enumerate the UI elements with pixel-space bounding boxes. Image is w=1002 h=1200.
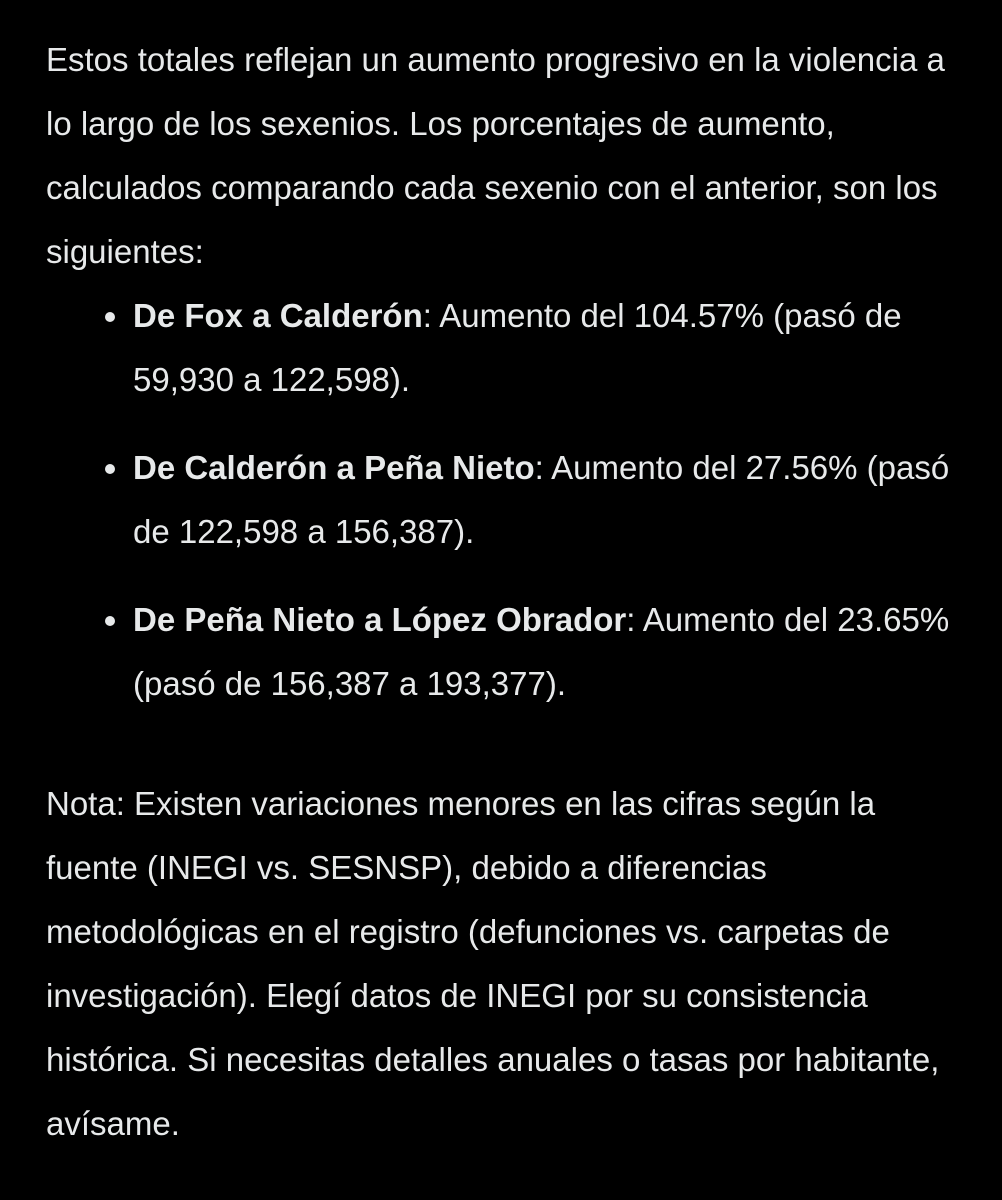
- item-colon: :: [626, 601, 636, 638]
- increase-list: [46, 284, 966, 716]
- item-colon: :: [534, 449, 544, 486]
- list-item: [133, 436, 966, 564]
- item-text: Aumento del 104.57% (pasó de 59,930 a 122,598).: [133, 297, 902, 398]
- response-text: [46, 28, 966, 1156]
- note-paragraph: Nota: Existen variaciones menores en las cifras según la fuente (INEGI vs. SESNSP), debido a diferencias metodológicas en el registro (defunciones vs. carpetas de investigación). Elegí datos de INEGI por su consistencia histórica. Si necesitas detalles anuales o tasas por habitante, avísame.: [46, 785, 940, 1142]
- item-title: De Peña Nieto a López Obrador: [133, 601, 627, 638]
- bullet-icon: [105, 312, 115, 322]
- item-text: Aumento del 23.65% (pasó de 156,387 a 193,377).: [133, 601, 950, 702]
- bullet-icon: [105, 464, 115, 474]
- list-item: [133, 284, 966, 412]
- item-colon: :: [422, 297, 432, 334]
- bullet-icon: [105, 616, 115, 626]
- list-item: [133, 588, 966, 716]
- item-text: Aumento del 27.56% (pasó de 122,598 a 156,387).: [133, 449, 950, 550]
- item-title: De Calderón a Peña Nieto: [133, 449, 535, 486]
- intro-paragraph: Estos totales reflejan un aumento progresivo en la violencia a lo largo de los sexenios. Los porcentajes de aumento, calculados comparando cada sexenio con el anterior, son los siguientes:: [46, 41, 945, 270]
- item-title: De Fox a Calderón: [133, 297, 423, 334]
